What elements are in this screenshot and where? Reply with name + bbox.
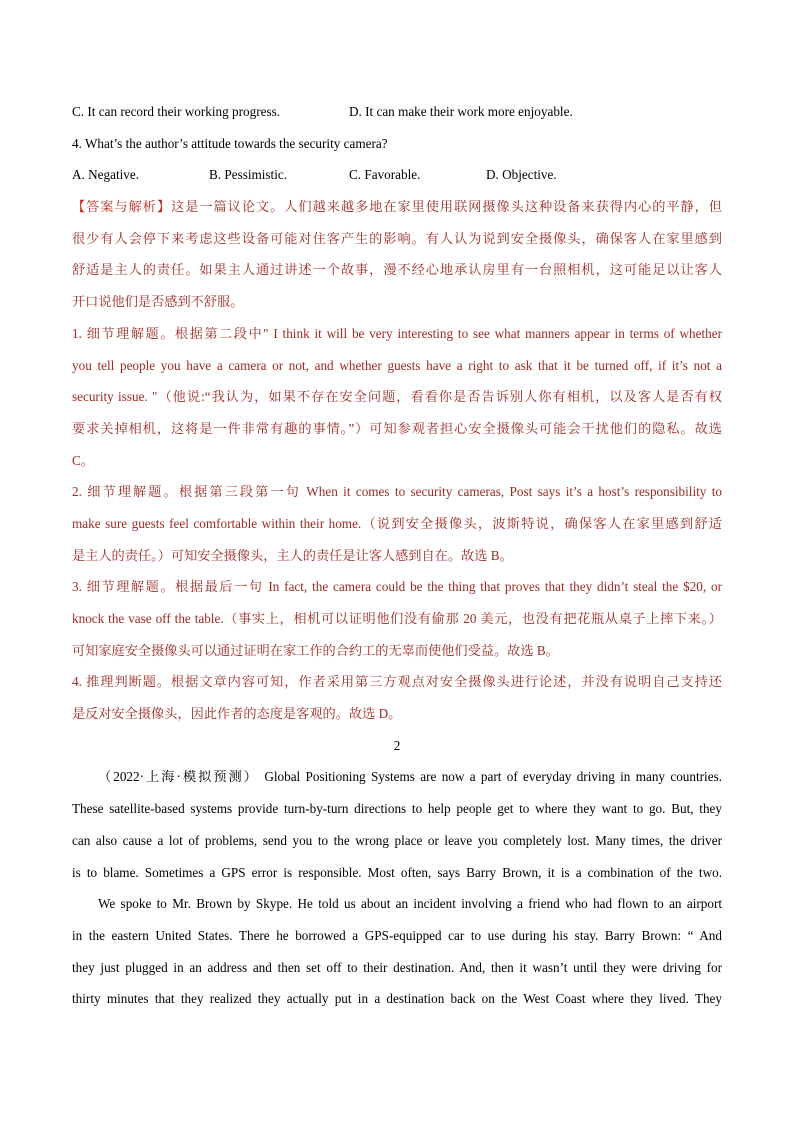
question-4-options	[72, 159, 722, 191]
analysis-item-4-line: 是反对安全摄像头，因此作者的态度是客观的。故选 D。	[72, 706, 402, 722]
analysis-item-4-line: 4. 推理判断题。根据文章内容可知，作者采用第三方观点对安全摄像头进行论述，并没有说明自己支持还	[72, 674, 722, 690]
analysis-item-3-line: knock the vase off the table.（事实上，相机可以证明他们没有偷那 20 美元，也没有把花瓶从桌子上摔下来。）	[72, 611, 722, 626]
section-number: 2	[393, 737, 401, 753]
passage-paragraph-1-line: These satellite-based systems provide turn-by-turn directions to help people get to where they want to go. But, they	[72, 801, 722, 817]
analysis-intro-line: 【答案与解析】这是一篇议论文。人们越来越多地在家里使用联网摄像头这种设备来获得内心的平静，但	[72, 199, 722, 215]
analysis-item-2-line: make sure guests feel comfortable within their home.（说到安全摄像头，波斯特说，确保客人在家里感到舒适	[72, 515, 722, 531]
passage-paragraph-2-line: We spoke to Mr. Brown by Skype. He told us about an incident involving a friend who had flown to an airport	[98, 896, 722, 912]
document-page	[72, 96, 722, 1015]
analysis-item-2-line: 2. 细节理解题。根据第三段第一句 When it comes to security cameras, Post says it’s a host’s responsibility to	[72, 484, 722, 500]
analysis-item-1-line: 1. 细节理解题。根据第二段中" I think it will be very interesting to see what manners appear in terms of whether	[72, 325, 722, 341]
option-c: C. It can record their working progress.	[72, 104, 281, 119]
option-d: D. It can make their work more enjoyable.	[349, 104, 573, 119]
passage-paragraph-2-line: thirty minutes that they realized they actually put in a destination back on the West Coast where they lived. They	[72, 991, 722, 1007]
option-a: A. Negative.	[72, 167, 140, 183]
analysis-intro-line: 舒适是主人的责任。如果主人通过讲述一个故事，漫不经心地承认房里有一台照相机，这可能足以让客人	[72, 262, 722, 278]
analysis-item-1-line: security issue. "（他说:“我认为，如果不存在安全问题，看看你是否告诉别人你有相机，以及客人是否有权	[72, 389, 722, 405]
question-3-options	[72, 96, 722, 128]
analysis-intro-line: 开口说他们是否感到不舒服。	[72, 294, 244, 310]
option-c: C. Favorable.	[349, 167, 421, 183]
passage-paragraph-2-line: they just plugged in an address and then set off to their destination. And, then it wasn’t until they were driving for	[72, 959, 722, 975]
analysis-item-2-line: 是主人的责任。）可知安全摄像头，主人的责任是让客人感到自在。故选 B。	[72, 547, 513, 563]
analysis-item-1-line: you tell people you have a camera or not, and whether guests have a right to ask that it be turned off, if it’s not a	[72, 357, 722, 373]
passage-paragraph-1-line: （2022·上海·模拟预测） Global Positioning Systems are now a part of everyday driving in many countries.	[98, 769, 722, 785]
analysis-label: 【答案与解析】	[72, 199, 172, 215]
passage-paragraph-1-line: can also cause a lot of problems, send you to the wrong place or leave you completely lost. Many times, the driver	[72, 832, 722, 848]
passage-paragraph-1-line: is to blame. Sometimes a GPS error is responsible. Most often, says Barry Brown, it is a combination of the two.	[72, 864, 722, 880]
analysis-item-1-line: C。	[72, 452, 94, 468]
option-b: B. Pessimistic.	[209, 167, 288, 183]
question-4-stem: 4. What’s the author’s attitude towards the security camera?	[72, 135, 388, 151]
passage-paragraph-2-line: in the eastern United States. There he borrowed a GPS-equipped car to use during his stay. Barry Brown: “ And	[72, 927, 722, 943]
analysis-item-3-line: 3. 细节理解题。根据最后一句 In fact, the camera could be the thing that proves that they didn’t steal the $20, or	[72, 579, 722, 595]
analysis-intro-line: 很少有人会停下来考虑这些设备可能对住客产生的影响。有人认为说到安全摄像头，确保客人在家里感到	[72, 230, 722, 246]
analysis-item-1-line: 要求关掉相机，这将是一件非常有趣的事情。”）可知参观者担心安全摄像头可能会干扰他们的隐私。故选	[72, 420, 722, 436]
analysis-item-3-line: 可知家庭安全摄像头可以通过证明在家工作的合约工的无辜而使他们受益。故选 B。	[72, 642, 559, 658]
option-d: D. Objective.	[486, 167, 557, 183]
